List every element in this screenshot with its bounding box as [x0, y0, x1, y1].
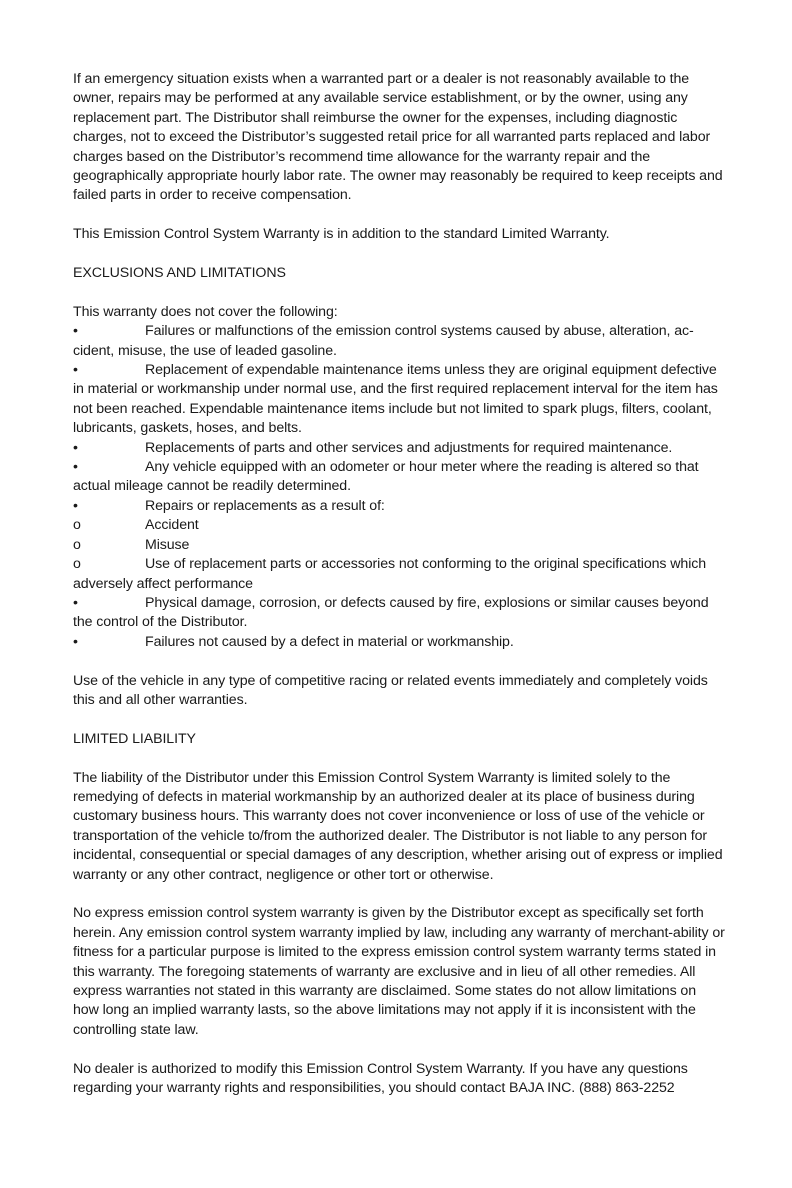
- exclusions-intro: This warranty does not cover the following:: [73, 303, 338, 320]
- bullet-marker: •: [73, 323, 78, 340]
- list-item: [73, 322, 725, 361]
- list-item: [73, 594, 725, 633]
- list-item-text: Accident: [145, 517, 199, 534]
- bullet-marker: •: [73, 439, 78, 456]
- sub-bullet-marker: o: [73, 556, 81, 573]
- emergency-repair-paragraph: If an emergency situation exists when a warranted part or a dealer is not reasonably available to the owner, repairs may be performed at any available service establishment, or by the owner, using any replacement part. The Distributor shall reimburse the owner for the expenses, including diagnostic charges, not to exceed the Distributor’s suggested retail price for all warranted parts replaced and labor charges based on the Distributor’s recommend time allowance for the warranty repair and the geographically appropriate hourly labor rate. The owner may reasonably be required to keep receipts and failed parts in order to receive compensation.: [73, 71, 723, 204]
- racing-void-paragraph: Use of the vehicle in any type of competitive racing or related events immediately and completely voids this and all other warranties.: [73, 672, 708, 708]
- contact-paragraph: No dealer is authorized to modify this Emission Control System Warranty. If you have any questions regarding your warranty rights and responsibilities, you should contact BAJA INC. (888) 863-2252: [73, 1060, 688, 1096]
- list-item: [73, 458, 725, 497]
- sub-list-item: [73, 536, 725, 555]
- list-item-text: Repairs or replacements as a result of:: [145, 497, 385, 514]
- bullet-marker: •: [73, 633, 78, 650]
- list-item-text: Replacement of expendable maintenance items unless they are original equipment defective in material or workmanship under normal use, and the first required replacement interval for the item has not been reached. Expendable maintenance items include but not limited to spark plugs, filters, coolant, lubricants, gaskets, hoses, and belts.: [73, 362, 718, 437]
- liability-paragraph: The liability of the Distributor under this Emission Control System Warranty is limited solely to the remedying of defects in material workmanship by an authorized dealer at its place of business during customary business hours. This warranty does not cover inconvenience or loss of use of the vehicle or transportation of the vehicle to/from the authorized dealer. The Distributor is not liable to any person for incidental, consequential or special damages of any description, whether arising out of express or implied warranty or any other contract, negligence or other tort or otherwise.: [73, 769, 723, 883]
- list-item-text: Any vehicle equipped with an odometer or hour meter where the reading is altered so that actual mileage cannot be readily determined.: [73, 459, 699, 495]
- bullet-marker: •: [73, 497, 78, 514]
- exclusions-heading: EXCLUSIONS AND LIMITATIONS: [73, 265, 286, 282]
- exclusions-list: [73, 322, 725, 652]
- sub-bullet-marker: o: [73, 517, 81, 534]
- list-item-text: Failures or malfunctions of the emission control systems caused by abuse, alteration, ac-cident, misuse, the use of leaded gasoline.: [73, 323, 694, 359]
- bullet-marker: •: [73, 459, 78, 476]
- list-item: [73, 439, 725, 458]
- list-item-text: Failures not caused by a defect in material or workmanship.: [145, 633, 514, 650]
- list-item-text: Physical damage, corrosion, or defects caused by fire, explosions or similar causes beyond the control of the Distributor.: [73, 594, 709, 631]
- warranty-addition-paragraph: This Emission Control System Warranty is in addition to the standard Limited Warranty.: [73, 226, 610, 243]
- list-item: [73, 633, 725, 652]
- list-item-text: Replacements of parts and other services and adjustments for required maintenance.: [145, 439, 673, 456]
- list-item-text: Misuse: [145, 536, 190, 553]
- list-item: [73, 497, 725, 516]
- sub-list-item: [73, 516, 725, 535]
- warranty-page: [73, 70, 725, 1098]
- bullet-marker: •: [73, 594, 78, 611]
- express-warranty-paragraph: No express emission control system warranty is given by the Distributor except as specifically set forth herein. Any emission control system warranty implied by law, including any warranty of merchant-ability or fitness for a particular purpose is limited to the express emission control system warranty terms stated in this warranty. The foregoing statements of warranty are exclusive and in lieu of all other remedies. All express warranties not stated in this warranty are disclaimed. Some states do not allow limitations on how long an implied warranty lasts, so the above limitations may not apply if it is inconsistent with the controlling state law.: [73, 905, 725, 1038]
- sub-bullet-marker: o: [73, 536, 81, 553]
- list-item: [73, 361, 725, 439]
- sub-list-item: [73, 555, 725, 594]
- bullet-marker: •: [73, 362, 78, 379]
- liability-heading: LIMITED LIABILITY: [73, 730, 196, 747]
- list-item-text: Use of replacement parts or accessories not conforming to the original specifications which adversely affect performance: [73, 556, 707, 592]
